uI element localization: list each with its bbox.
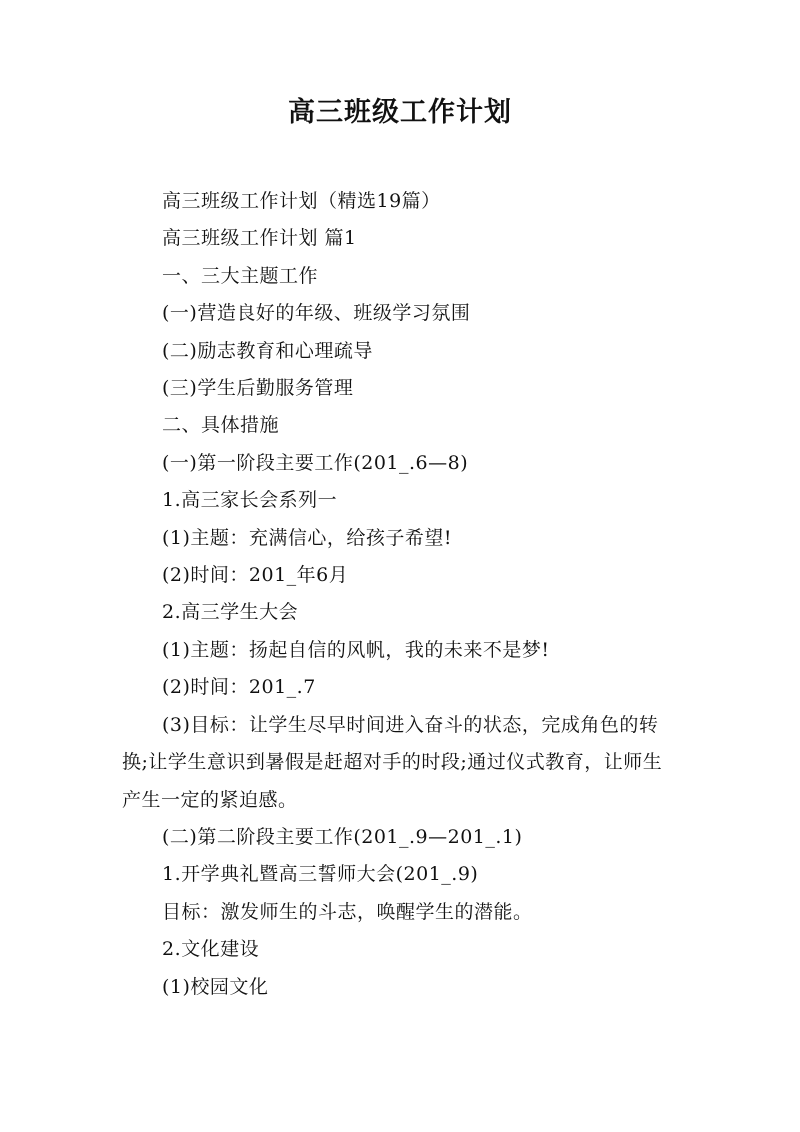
paragraph: 一、三大主题工作 bbox=[162, 264, 319, 287]
paragraph: 高三班级工作计划（精选19篇） bbox=[162, 190, 441, 212]
paragraph: (1)校园文化 bbox=[162, 975, 269, 998]
paragraph: (1)主题：扬起自信的风帆，我的未来不是梦! bbox=[162, 638, 550, 661]
paragraph: (一)营造良好的年级、班级学习氛围 bbox=[162, 302, 471, 325]
paragraph: 高三班级工作计划 篇1 bbox=[162, 227, 357, 250]
paragraph: (三)学生后勤服务管理 bbox=[162, 377, 354, 400]
paragraph: (二)第二阶段主要工作(201_.9—201_.1) bbox=[162, 825, 523, 848]
paragraph: 1.高三家长会系列一 bbox=[162, 489, 338, 512]
paragraph: 二、具体措施 bbox=[162, 414, 280, 437]
paragraph: (1)主题：充满信心，给孩子希望! bbox=[162, 526, 453, 549]
paragraph: 1.开学典礼暨高三誓师大会(201_.9) bbox=[162, 863, 479, 886]
paragraph: (3)目标：让学生尽早时间进入奋斗的状态，完成角色的转换;让学生意识到暑假是赶超对手的时段;通过仪式教育，让师生产生一定的紧迫感。 bbox=[122, 713, 663, 811]
paragraph: 目标：激发师生的斗志，唤醒学生的潜能。 bbox=[162, 900, 533, 923]
paragraph: (二)励志教育和心理疏导 bbox=[162, 339, 373, 362]
paragraph: 2.文化建设 bbox=[162, 938, 260, 961]
document-title: 高三班级工作计划 bbox=[288, 97, 512, 128]
paragraph: (2)时间：201_.7 bbox=[162, 676, 316, 699]
paragraph: (一)第一阶段主要工作(201_.6—8) bbox=[162, 451, 469, 474]
paragraph: (2)时间：201_年6月 bbox=[162, 564, 349, 587]
paragraph: 2.高三学生大会 bbox=[162, 601, 299, 624]
document-body bbox=[122, 183, 680, 1006]
